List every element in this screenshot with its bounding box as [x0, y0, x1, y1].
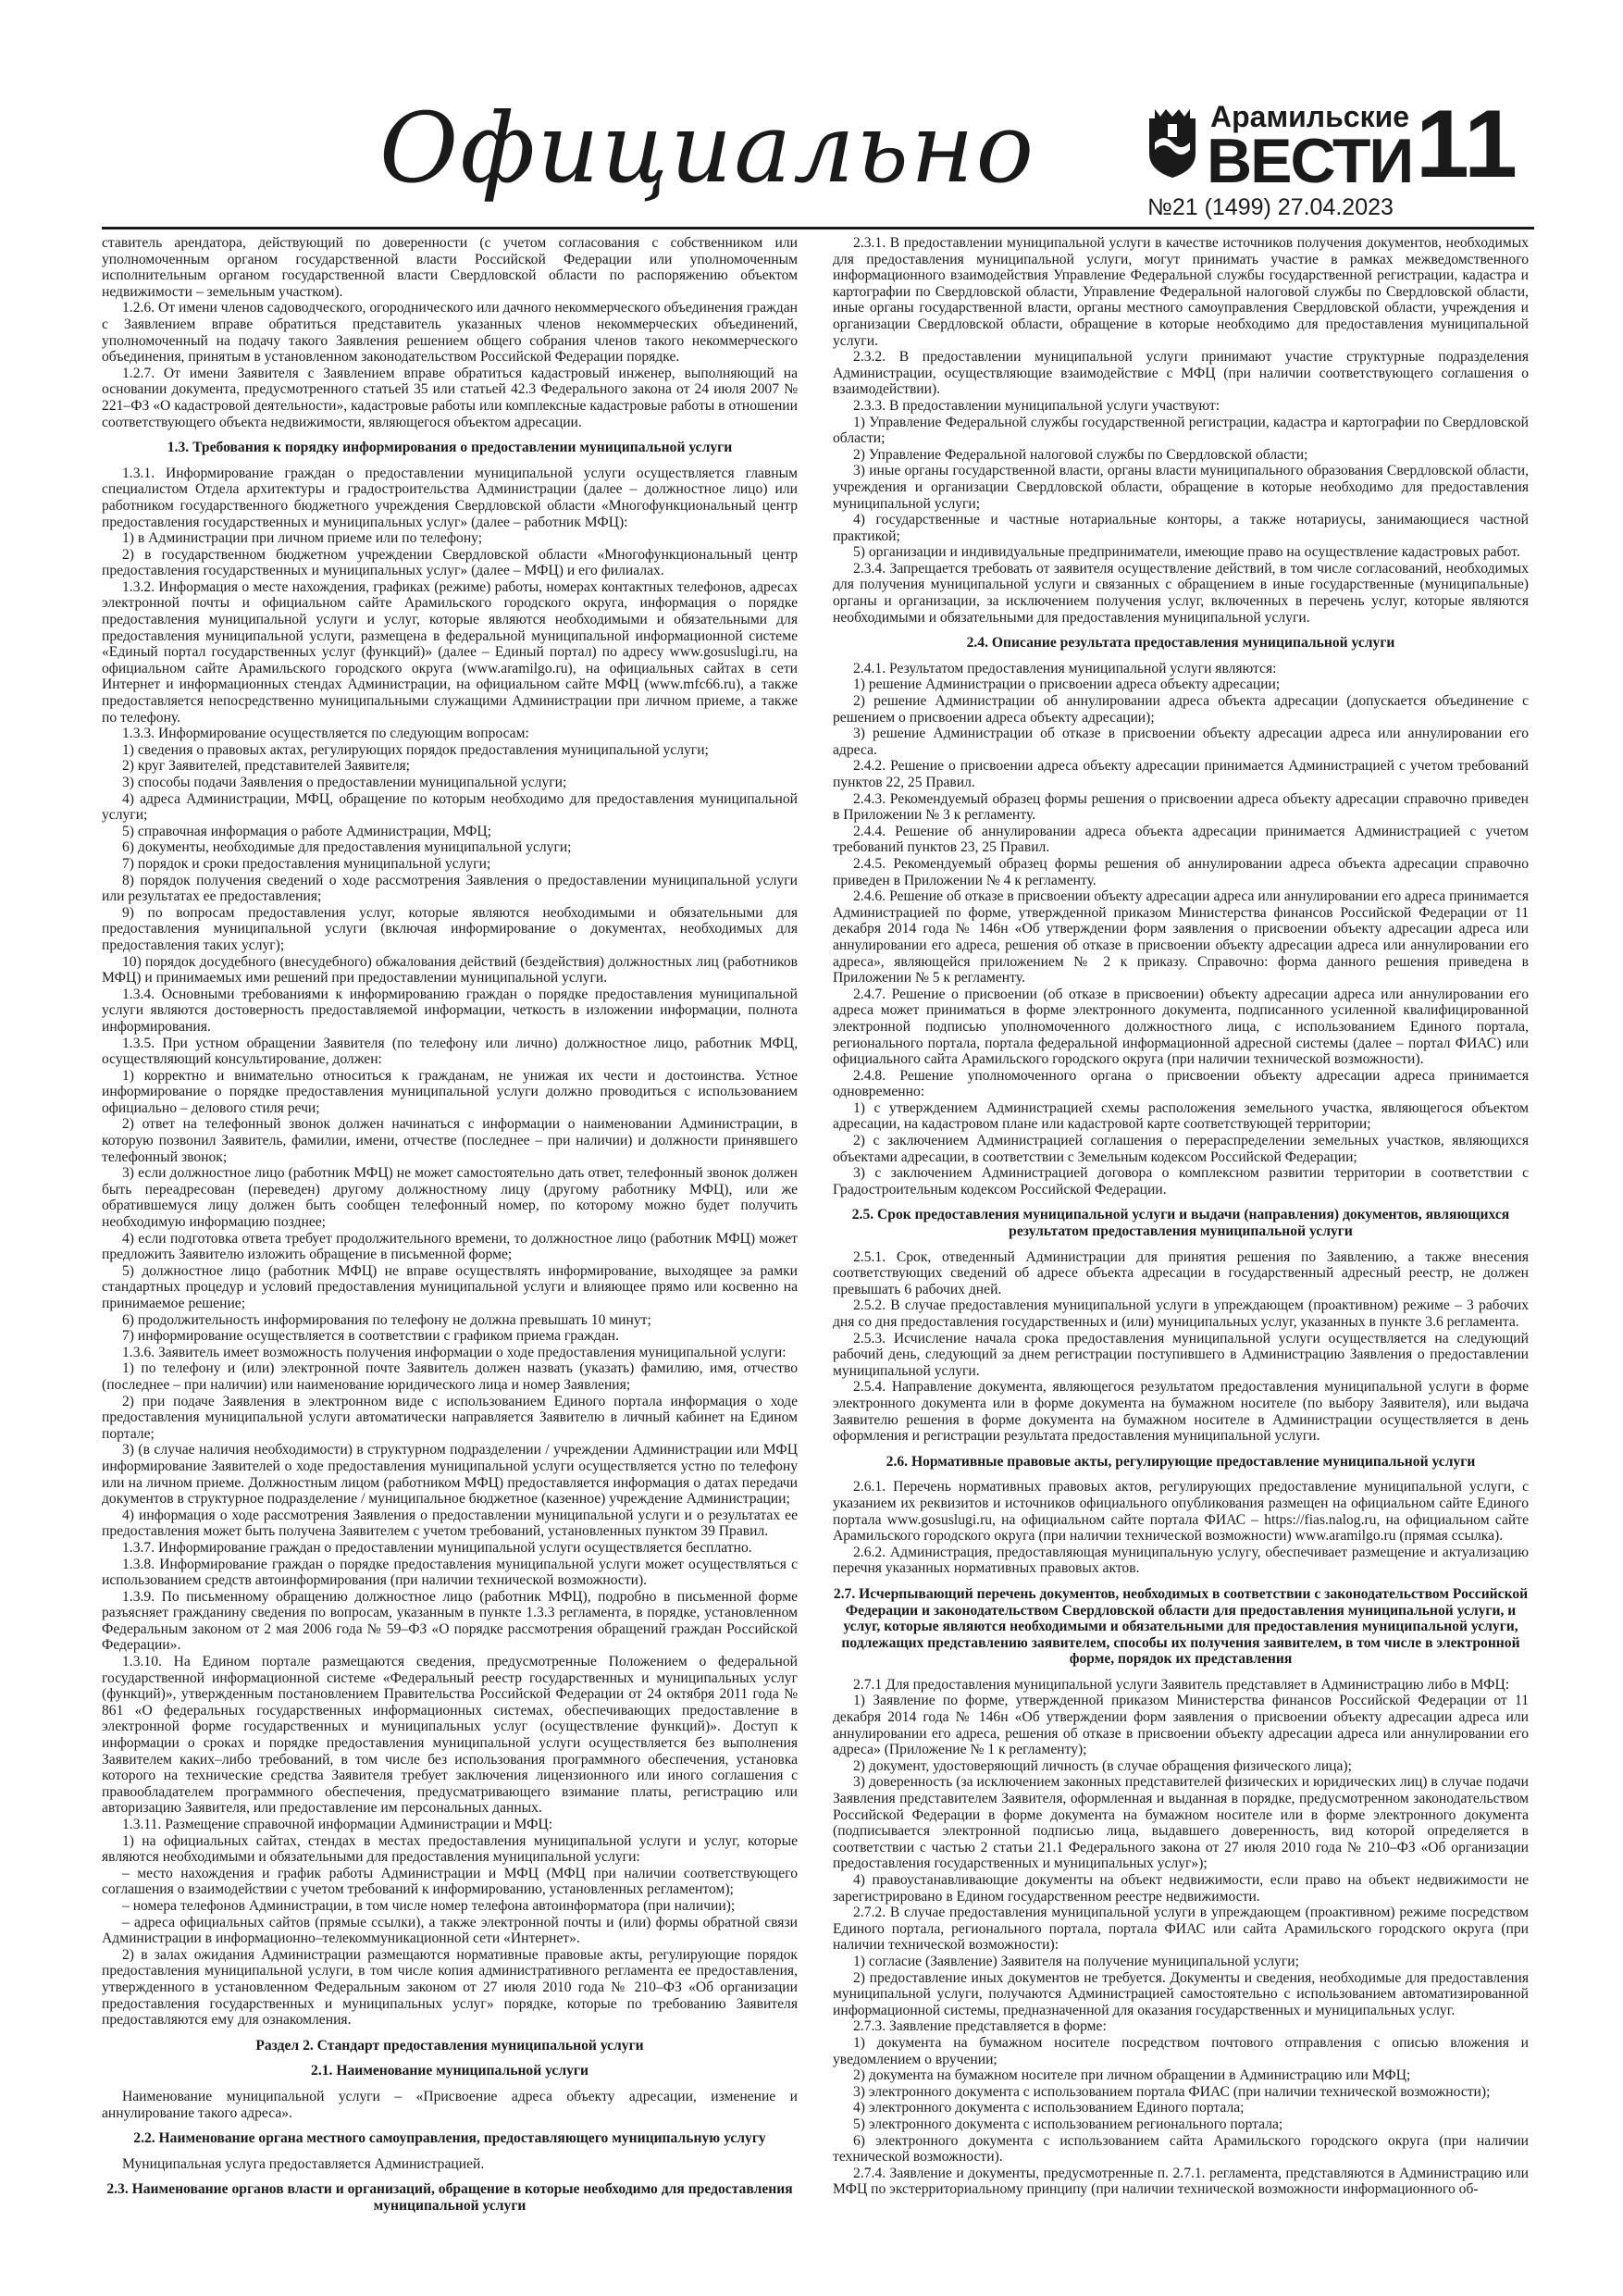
paragraph: 1.3.6. Заявитель имеет возможность получения информации о ходе предоставления муниципальной услуги:	[122, 1344, 787, 1360]
list-item: 1) решение Администрации о присвоении адреса объекту адресации;	[853, 676, 1281, 693]
section-heading: 2.7. Исчерпывающий перечень документов, необходимых в соответствии с законодательством Российской Федерации и законодательством Свердловской области для предоставления муниципальной услуги, и услуг, которые являются необходимыми и обязательными для предоставления муниципальной услуги, подлежащих представлению заявителем, способы их получения заявителем, в том числе в электронной форме, порядок их представления	[833, 1585, 1529, 1668]
list-item: 9) по вопросам предоставления услуг, которые являются необходимыми и обязательными для предоставления муниципальной услуги (включая информирование о документах, необходимых для предоставления таких услуг);	[102, 904, 798, 953]
list-item: – место нахождения и график работы Администрации и МФЦ (МФЦ при наличии соответствующего соглашения о взаимодействии с учетом требований к информированию, установленных регламентом);	[102, 1865, 798, 1898]
right-column	[833, 235, 1529, 2234]
list-item: 1) в Администрации при личном приеме или по телефону;	[122, 530, 483, 547]
section-title: Официально	[379, 92, 1036, 205]
paragraph: 1.3.8. Информирование граждан о порядке предоставления муниципальной услуги может осуществляться с использованием средств автоинформирования (при наличии технической возможности).	[102, 1556, 798, 1589]
paragraph: 1.3.4. Основными требованиями к информированию граждан о порядке предоставления муниципальной услуги являются достоверность предоставляемой информации, четкость в изложении информации, полнота информирования.	[102, 986, 798, 1035]
list-item: 3) с заключением Администрацией договора о комплексном развитии территории в соответствии с Градостроительным кодексом Российской Федерации.	[833, 1165, 1529, 1198]
list-item: 4) если подготовка ответа требует продолжительного времени, то должностное лицо (работник МФЦ) может предложить Заявителю изложить обращение в письменной форме;	[102, 1230, 798, 1263]
paragraph: 2.4.8. Решение уполномоченного органа о присвоении объекту адресации адреса принимается одновременно:	[833, 1067, 1529, 1100]
list-item: 2) ответ на телефонный звонок должен начинаться с информации о наименовании Администрации, в которую позвонил Заявитель, фамилии, имени, отчестве (последнее – при наличии) и должности принявшего телефонный звонок;	[102, 1116, 798, 1165]
list-item: – номера телефонов Администрации, в том числе номер телефона автоинформатора (при наличии);	[122, 1897, 736, 1914]
list-item: 3) способы подачи Заявления о предоставлении муниципальной услуги;	[122, 775, 567, 790]
list-item: 2) с заключением Администрацией соглашения о перераспределении земельных участков, являющихся объектами адресации, в соответствии с Земельным кодексом Российской Федерации;	[833, 1133, 1529, 1165]
paragraph: 1.3.7. Информирование граждан о предоставлении муниципальной услуги осуществляется бесплатно.	[122, 1539, 752, 1556]
list-item: 6) электронного документа с использованием сайта Арамильского городского округа (при наличии технической возможности).	[833, 2132, 1529, 2166]
list-item: – адреса официальных сайтов (прямые ссылки), а также электронной почты и (или) формы обратной связи Администрации в информационно–телекоммуникационной сети «Интернет».	[102, 1914, 798, 1947]
list-item: 3) иные органы государственной власти, органы власти муниципального образования Свердловской области, учреждения и организации Свердловской области, обращение в которые необходимо для предоставления муниципальной услуги;	[833, 463, 1529, 512]
list-item: 5) справочная информация о работе Администрации, МФЦ;	[122, 823, 492, 839]
list-item: 4) информация о ходе рассмотрения Заявления о предоставлении муниципальной услуги и о результатах ее предоставления может быть получена Заявителем с учетом требований, установленных пунктом 39 Правил.	[102, 1507, 798, 1540]
list-item: 2) документ, удостоверяющий личность (в случае обращения физического лица);	[853, 1757, 1352, 1774]
list-item: 3) электронного документа с использованием портала ФИАС (при наличии технической возможности);	[853, 2083, 1491, 2100]
paragraph: 2.4.6. Решение об отказе в присвоении объекту адресации адреса или аннулировании его адреса принимается Администрацией по форме, утвержденной приказом Министерства финансов Российской Федерации от 11 декабря 2014 года № 146н «Об утверждении форм заявления о присвоении объекту адресации адреса или аннулировании его адреса, решения об отказе в присвоении объекту адресации адреса или аннулировании его адреса», являющейся приложением № 2 к приказу. Справочно: форма данного решения приведена в Приложении № 5 к регламенту.	[833, 888, 1529, 987]
paragraph: 2.3.4. Запрещается требовать от заявителя осуществление действий, в том числе согласований, необходимых для получения муниципальной услуги и связанных с обращением в иные государственные (муниципальные) органы и организации, за исключением получения услуг, включенных в перечень услуг, которые являются необходимыми и обязательными для предоставления муниципальной услуги.	[833, 560, 1529, 626]
list-item: 1) Управление Федеральной службы государственной регистрации, кадастра и картографии по Свердловской области;	[833, 414, 1529, 447]
section-heading: 2.5. Срок предоставления муниципальной услуги и выдачи (направления) документов, являющихся результатом предоставления муниципальной услуги	[851, 1207, 1510, 1240]
paragraph: 2.4.7. Решение о присвоении (об отказе в присвоении) объекту адресации адреса или аннулировании его адреса может приниматься в форме электронного документа, подписанного усиленной квалифицированной электронной подписью уполномоченного должностного лица, с использованием Единого портала, регионального портала, портала федеральной информационной адресной системы (далее – портал ФИАС) или официального сайта Арамильского городского округа (при наличии технической возможности).	[833, 986, 1529, 1068]
list-item: 8) порядок получения сведений о ходе рассмотрения Заявления о предоставлении муниципальной услуги или результатах ее предоставления;	[102, 872, 798, 905]
list-item: 5) должностное лицо (работник МФЦ) не вправе осуществлять информирование, выходящее за рамки стандартных процедур и условий предоставления муниципальной услуги и влияющее прямо или косвенно на принимаемое решение;	[102, 1262, 798, 1311]
logo-top-text: Арамильские	[1210, 100, 1410, 133]
page-number: 11	[1416, 91, 1518, 198]
paragraph: 2.4.3. Рекомендуемый образец формы решения о присвоении адреса объекту адресации справочно приведен в Приложении № 3 к регламенту.	[833, 790, 1529, 824]
list-item: 1) по телефону и (или) электронной почте Заявитель должен назвать (указать) фамилию, имя, отчество (последнее – при наличии) или наименование юридического лица и номер Заявления;	[102, 1360, 798, 1393]
paragraph: 2.6.1. Перечень нормативных правовых актов, регулирующих предоставление муниципальной услуги, с указанием их реквизитов и источников официального опубликования размещен на официальном сайте Единого портала www.gosuslugi.ru, на официальном сайте портала ФИАС – https://fias.nalog.ru, на официальном сайте Арамильского городского округа (при наличии технической возможности) www.aramilgo.ru (прямая ссылка).	[833, 1479, 1529, 1545]
paragraph: 2.7.2. В случае предоставления муниципальной услуги в упреждающем (проактивном) режиме посредством Единого портала, регионального портала, портала ФИАС или сайта Арамильского городского округа (при наличии технической возможности):	[833, 1905, 1529, 1954]
list-item: 3) доверенность (за исключением законных представителей физических и юридических лиц) в случае подачи Заявления представителем Заявителя, оформленная и выданная в порядке, предусмотренном законодательством Российской Федерации в форме документа на бумажном носителе или в форме электронного документа (подписывается электронной подписью лица, выдавшего доверенность, вид которой определяется в соответствии с частью 2 статьи 21.1 Федерального закона от 27 июля 2010 года № 210–ФЗ «Об организации предоставления государственных и муниципальных услуг»);	[833, 1774, 1529, 1872]
list-item: 2) круг Заявителей, представителей Заявителя;	[122, 758, 411, 775]
paragraph: 1.3.2. Информация о месте нахождения, графиках (режиме) работы, номерах контактных телефонов, адресах электронной почты и официальном сайте Арамильского городского округа, информация о порядке предоставления муниципальной услуги и услуг, которые являются необходимыми и обязательными для предоставления муниципальной услуги, размещена в федеральной муниципальной информационной системе «Единый портал государственных услуг (функций)» (далее – Единый портал) по адресу www.gosuslugi.ru, на официальном сайте Арамильского городского округа (www.aramilgo.ru), на официальных сайтах в сети Интернет и информационных стендах Администрации, на официальном сайте МФЦ (www.mfc66.ru), а также предоставляется непосредственно муниципальными служащими Администрации при личном приеме, а также по телефону.	[102, 578, 798, 726]
issue-date: №21 (1499) 27.04.2023	[1147, 194, 1394, 220]
city-crest-icon	[1146, 105, 1199, 180]
list-item: 2) при подаче Заявления в электронном виде с использованием Единого портала информация о ходе предоставления муниципальной услуги автоматически направляется Заявителю в личный кабинет на Едином портале;	[102, 1393, 798, 1442]
list-item: 6) документы, необходимые для предоставления муниципальной услуги;	[122, 839, 572, 856]
list-item: 2) решение Администрации об аннулировании адреса объекта адресации (допускается объединение с решением о присвоении адреса объекту адресации);	[833, 693, 1529, 726]
header-divider	[102, 227, 1534, 230]
list-item: 1) документа на бумажном носителе посредством почтового отправления с описью вложения и уведомлением о вручении;	[833, 2034, 1529, 2067]
part-heading: Раздел 2. Стандарт предоставления муниципальной услуги	[255, 2037, 644, 2054]
paragraph: 1.2.6. От имени членов садоводческого, огороднического или дачного некоммерческого объединения граждан с Заявлением вправе обратиться представитель указанных членов некоммерческих объединений, уполномоченный на подачу такого Заявления решением общего собрания членов такого некоммерческого объединения, принятым в установленном законодательством Российской Федерации порядке.	[102, 300, 798, 366]
section-heading: 2.6. Нормативные правовые акты, регулирующие предоставление муниципальной услуги	[886, 1453, 1476, 1470]
paragraph: 2.4.5. Рекомендуемый образец формы решения об аннулировании адреса объекта адресации справочно приведен в Приложении № 4 к регламенту.	[833, 855, 1529, 888]
paragraph: 1.3.1. Информирование граждан о предоставлении муниципальной услуги осуществляется главным специалистом Отдела архитектуры и градостроительства Администрации (далее – должностное лицо) или работником государственного бюджетного учреждения Свердловской области «Многофункциональный центр предоставления государственных и муниципальных услуг» (далее – работник МФЦ):	[102, 465, 798, 530]
list-item: 6) продолжительность информирования по телефону не должна превышать 10 минут;	[122, 1311, 651, 1328]
paragraph: ставитель арендатора, действующий по доверенности (с учетом согласования с собственником или уполномоченным органом государственной власти Российской Федерации или уполномоченным исполнительным органом государственной власти Свердловской области по распоряжению объектом недвижимости – земельным участком).	[102, 235, 798, 300]
list-item: 2) Управление Федеральной налоговой службы по Свердловской области;	[853, 446, 1308, 463]
list-item: 1) корректно и внимательно относиться к гражданам, не унижая их чести и достоинства. Устное информирование о порядке предоставления муниципальной услуги должно проводиться с использованием официально – делового стиля речи;	[102, 1067, 798, 1116]
list-item: 4) адреса Администрации, МФЦ, обращение по которым необходимо для предоставления муниципальной услуги;	[102, 790, 798, 824]
paragraph: 1.3.11. Размещение справочной информации Администрации и МФЦ:	[122, 1817, 553, 1832]
section-heading: 2.2. Наименование органа местного самоуправления, предоставляющего муниципальную услугу	[133, 2130, 766, 2147]
logo-main-text: ВЕСТИ	[1207, 126, 1413, 196]
paragraph: 1.2.7. От имени Заявителя с Заявлением вправе обратиться кадастровый инженер, выполняющий на основании документа, предусмотренного статьей 35 или статьей 42.3 Федерального закона от 24 июля 2007 № 221–ФЗ «О кадастровой деятельности», кадастровые работы или комплексные кадастровые работы в отношении соответствующего объекта недвижимости, являющегося объектом адресации.	[102, 365, 798, 430]
left-column	[102, 235, 798, 2234]
list-item: 1) с утверждением Администрацией схемы расположения земельного участка, являющегося объектом адресации, на кадастровом плане или кадастровой карте соответствующей территории;	[833, 1099, 1529, 1133]
paragraph: 1.3.5. При устном обращении Заявителя (по телефону или лично) должностное лицо, работник МФЦ, осуществляющий консультирование, должен:	[102, 1035, 798, 1068]
paragraph: 2.4.2. Решение о присвоении адреса объекту адресации принимается Администрацией с учетом требований пунктов 22, 25 Правил.	[833, 758, 1529, 790]
paragraph: 2.4.1. Результатом предоставления муниципальной услуги являются:	[853, 660, 1277, 676]
list-item: 7) информирование осуществляется в соответствии с графиком приема граждан.	[122, 1328, 619, 1345]
paragraph: 2.5.2. В случае предоставления муниципальной услуги в упреждающем (проактивном) режиме – 3 рабочих дня со дня предоставления государственных и (или) муниципальных услуг, указанных в пункте 3.6 регламента.	[833, 1297, 1529, 1330]
list-item: 1) согласие (Заявление) Заявителя на получение муниципальной услуги;	[853, 1953, 1299, 1969]
list-item: 7) порядок и сроки предоставления муниципальной услуги;	[122, 855, 491, 872]
list-item: 2) документа на бумажном носителе при личном обращении в Администрацию или МФЦ;	[853, 2067, 1411, 2084]
paragraph: 2.3.3. В предоставлении муниципальной услуги участвуют:	[853, 397, 1220, 414]
list-item: 4) электронного документа с использованием Единого портала;	[853, 2100, 1245, 2116]
list-item: 1) сведения о правовых актах, регулирующих порядок предоставления муниципальной услуги;	[122, 741, 709, 758]
list-item: 3) если должностное лицо (работник МФЦ) не может самостоятельно дать ответ, телефонный звонок должен быть переадресован (переведен) другому должностному лицу (другому работнику МФЦ), или же обратившемуся лицу должен быть сообщен телефонный номер, по которому можно будет получить необходимую информацию позднее;	[102, 1165, 798, 1231]
paragraph: 2.3.2. В предоставлении муниципальной услуги принимают участие структурные подразделения Администрации, осуществляющие взаимодействие с МФЦ (при наличии соответствующего соглашения о взаимодействии).	[833, 349, 1529, 398]
paragraph: 1.3.10. На Едином портале размещаются сведения, предусмотренные Положением о федеральной государственной информационной системе «Федеральный реестр государственных и муниципальных услуг (функций)», утвержденным постановлением Правительства Российской Федерации от 24 октября 2011 года № 861 «О федеральных государственных информационных системах, обеспечивающих предоставление в электронной форме государственных и муниципальных услуг (осуществление функций)». Доступ к информации о сроках и порядке предоставления муниципальной услуги осуществляется без выполнения Заявителем каких–либо требований, в том числе без использования программного обеспечения, установка которого на технические средства Заявителя требует заключения лицензионного или иного соглашения с правообладателем программного обеспечения, предусматривающего взимание платы, регистрацию или авторизацию Заявителя, или предоставление им персональных данных.	[102, 1654, 798, 1817]
paragraph: Муниципальная услуга предоставляется Администрацией.	[122, 2155, 485, 2172]
paragraph: 2.4.4. Решение об аннулировании адреса объекта адресации принимается Администрацией с учетом требований пунктов 23, 25 Правил.	[833, 823, 1529, 856]
list-item: 2) предоставление иных документов не требуется. Документы и сведения, необходимые для предоставления муниципальной услуги, получаются Администрацией самостоятельно с использованием автоматизированной информационной системы, предназначенной для оказания государственных и муниципальных услуг.	[833, 1969, 1529, 2018]
list-item: 1) Заявление по форме, утвержденной приказом Министерства финансов Российской Федерации от 11 декабря 2014 года № 146н «Об утверждении форм заявления о присвоении объекту адресации адреса или аннулировании его адреса, решения об отказе в присвоении объекту адресации адреса или аннулировании его адреса» (Приложение № 1 к регламенту);	[833, 1693, 1529, 1758]
paragraph: 2.3.1. В предоставлении муниципальной услуги в качестве источников получения документов, необходимых для предоставления муниципальной услуги, могут принимать участие в рамках межведомственного информационного взаимодействия Управление Федеральной службы государственной регистрации, кадастра и картографии по Свердловской области, Управление Федеральной налоговой службы по Свердловской области, иные органы государственной власти, органы местного самоуправления Свердловской области, учреждения и организации Свердловской области, обращение в которые необходимо для предоставления муниципальной услуги.	[833, 235, 1529, 349]
paragraph: 2.7.4. Заявление и документы, предусмотренные п. 2.7.1. регламента, представляются в Администрацию или МФЦ по экстерриториальному принципу (при наличии технической возможности информационного об-	[833, 2165, 1529, 2198]
list-item: 2) в залах ожидания Администрации размещаются нормативные правовые акты, регулирующие порядок предоставления муниципальной услуги, в том числе копия административного регламента ее предоставления, утвержденного в установленном Федеральным законом от 27 июля 2010 года № 210–ФЗ «Об организации предоставления государственных и муниципальных услуг» порядке, которые по требованию Заявителя предоставляются ему для ознакомления.	[102, 1946, 798, 2029]
list-item: 4) правоустанавливающие документы на объект недвижимости, если право на объект недвижимости не зарегистрировано в Едином государственном реестре недвижимости.	[833, 1872, 1529, 1905]
list-item: 3) (в случае наличия необходимости) в структурном подразделении / учреждении Администрации или МФЦ информирование Заявителей о ходе предоставления муниципальной услуги осуществляется устно по телефону или на личном приеме. Должностным лицом (работником МФЦ) предоставляется информация о датах передачи документов в структурное подразделение / муниципальное бюджетное (казенное) учреждение Администрации;	[102, 1442, 798, 1508]
list-item: 2) в государственном бюджетном учреждении Свердловской области «Многофункциональный центр предоставления государственных и муниципальных услуг» (далее – МФЦ) и его филиалах.	[102, 546, 798, 579]
section-heading: 2.1. Наименование муниципальной услуги	[311, 2063, 588, 2079]
paragraph: 2.5.1. Срок, отведенный Администрации для принятия решения по Заявлению, а также внесения соответствующих сведений об адресе объекта адресации в государственный адресный реестр, не должен превышать 6 рабочих дней.	[833, 1248, 1529, 1297]
paragraph: 2.5.4. Направление документа, являющегося результатом предоставления муниципальной услуги в форме электронного документа или в форме документа на бумажном носителе (по выбору Заявителя), или выдача Заявителю решения в форме документа на бумажном носителе в Администрации осуществляется в день оформления и регистрации результата предоставления муниципальной услуги.	[833, 1379, 1529, 1445]
paragraph: 1.3.9. По письменному обращению должностное лицо (работник МФЦ), подробно в письменной форме разъясняет гражданину сведения по вопросам, указанным в пункте 1.3.3 регламента, в порядке, установленном Федеральным законом от 2 мая 2006 года № 59–ФЗ «О порядке рассмотрения обращений граждан Российской Федерации».	[102, 1588, 798, 1654]
paragraph: 2.5.3. Исчисление начала срока предоставления муниципальной услуги осуществляется на следующий рабочий день, следующий за днем регистрации поступившего в Администрацию Заявления о предоставлении муниципальной услуги.	[833, 1330, 1529, 1379]
paragraph: 1.3.3. Информирование осуществляется по следующим вопросам:	[122, 726, 529, 742]
paragraph: 2.7.1 Для предоставления муниципальной услуги Заявитель представляет в Администрацию либо в МФЦ:	[853, 1676, 1510, 1693]
section-heading: 2.4. Описание результата предоставления муниципальной услуги	[966, 635, 1395, 652]
paragraph: 2.7.3. Заявление представляется в форме:	[853, 2018, 1107, 2035]
paragraph: 2.6.2. Администрация, предоставляющая муниципальную услугу, обеспечивает размещение и актуализацию перечня указанных нормативных правовых актов.	[833, 1544, 1529, 1577]
list-item: 5) организации и индивидуальные предприниматели, имеющие право на осуществление кадастровых работ.	[853, 544, 1520, 561]
page-header	[102, 93, 1534, 231]
section-heading: 1.3. Требования к порядку информирования о предоставлении муниципальной услуги	[167, 440, 733, 456]
paragraph: Наименование муниципальной услуги – «Присвоение адреса объекту адресации, изменение и аннулирование такого адреса».	[102, 2088, 798, 2121]
list-item: 5) электронного документа с использованием регионального портала;	[853, 2116, 1283, 2132]
section-heading: 2.3. Наименование органов власти и организаций, обращение в которые необходимо для предоставления муниципальной услуги	[106, 2181, 793, 2214]
list-item: 3) решение Администрации об отказе в присвоении объекту адресации адреса или аннулировании его адреса.	[833, 726, 1529, 758]
list-item: 4) государственные и частные нотариальные конторы, а также нотариусы, занимающиеся частной практикой;	[833, 512, 1529, 544]
list-item: 10) порядок досудебного (внесудебного) обжалования действий (бездействия) должностных лиц (работников МФЦ) и принимаемых ими решений при предоставлении муниципальной услуги.	[102, 953, 798, 987]
list-item: 1) на официальных сайтах, стендах в местах предоставления муниципальной услуги и услуг, которые являются необходимыми и обязательными для предоставления муниципальной услуги:	[102, 1832, 798, 1866]
